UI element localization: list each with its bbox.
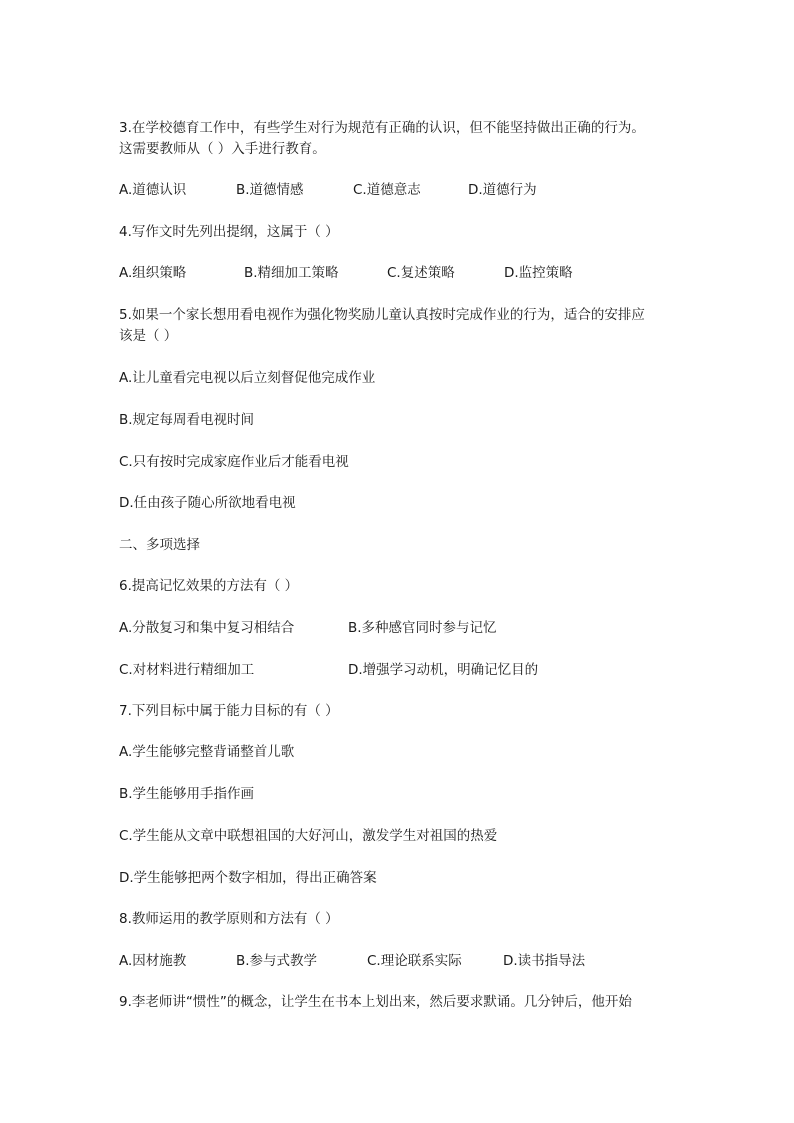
q4-option-d: D.监控策略 xyxy=(504,265,573,281)
q5-option-c: C.只有按时完成家庭作业后才能看电视 xyxy=(119,454,349,470)
q5-option-a: A.让儿童看完电视以后立刻督促他完成作业 xyxy=(119,370,376,386)
q7-option-c: C.学生能从文章中联想祖国的大好河山，激发学生对祖国的热爱 xyxy=(119,828,498,844)
q5-option-d: D.任由孩子随心所欲地看电视 xyxy=(119,495,296,511)
q6-stem: 6.提高记忆效果的方法有（ ） xyxy=(119,578,299,594)
q6-option-a: A.分散复习和集中复习相结合 xyxy=(119,620,295,636)
q4-option-a: A.组织策略 xyxy=(119,265,187,281)
q7-option-d: D.学生能够把两个数字相加，得出正确答案 xyxy=(119,870,377,886)
q5-stem-line1: 5.如果一个家长想用看电视作为强化物奖励儿童认真按时完成作业的行为，适合的安排应 xyxy=(119,307,645,323)
q6-options-row1 xyxy=(119,618,719,638)
q4-options xyxy=(119,263,719,283)
q3-options xyxy=(119,180,719,200)
q8-options xyxy=(119,951,719,971)
q4-option-b: B.精细加工策略 xyxy=(244,265,339,281)
q3-stem-line1: 3.在学校德育工作中，有些学生对行为规范有正确的认识，但不能坚持做出正确的行为。 xyxy=(119,120,645,136)
q3-stem-line2: 这需要教师从（ ）入手进行教育。 xyxy=(119,141,326,157)
q3-option-b: B.道德情感 xyxy=(236,182,304,198)
q8-option-a: A.因材施教 xyxy=(119,953,187,969)
q7-option-b: B.学生能够用手指作画 xyxy=(119,786,255,802)
q6-option-b: B.多种感官同时参与记忆 xyxy=(348,620,497,636)
q5-option-b: B.规定每周看电视时间 xyxy=(119,412,255,428)
q4-option-c: C.复述策略 xyxy=(387,265,455,281)
q3-option-a: A.道德认识 xyxy=(119,182,187,198)
q7-stem: 7.下列目标中属于能力目标的有（ ） xyxy=(119,703,339,719)
q6-option-d: D.增强学习动机，明确记忆目的 xyxy=(348,662,539,678)
q3-option-d: D.道德行为 xyxy=(468,182,537,198)
q8-option-d: D.读书指导法 xyxy=(503,953,586,969)
q8-option-c: C.理论联系实际 xyxy=(367,953,462,969)
q5-stem-line2: 该是（ ） xyxy=(119,328,178,344)
q6-option-c: C.对材料进行精细加工 xyxy=(119,662,255,678)
q6-options-row2 xyxy=(119,660,719,680)
section-heading-multiple-choice: 二、多项选择 xyxy=(119,537,200,553)
q8-option-b: B.参与式教学 xyxy=(236,953,318,969)
q4-stem: 4.写作文时先列出提纲，这属于（ ） xyxy=(119,224,339,240)
q9-stem-line1: 9.李老师讲“惯性”的概念，让学生在书本上划出来，然后要求默诵。几分钟后，他开始 xyxy=(119,994,632,1010)
q3-option-c: C.道德意志 xyxy=(353,182,421,198)
q8-stem: 8.教师运用的教学原则和方法有（ ） xyxy=(119,911,339,927)
q7-option-a: A.学生能够完整背诵整首儿歌 xyxy=(119,744,295,760)
